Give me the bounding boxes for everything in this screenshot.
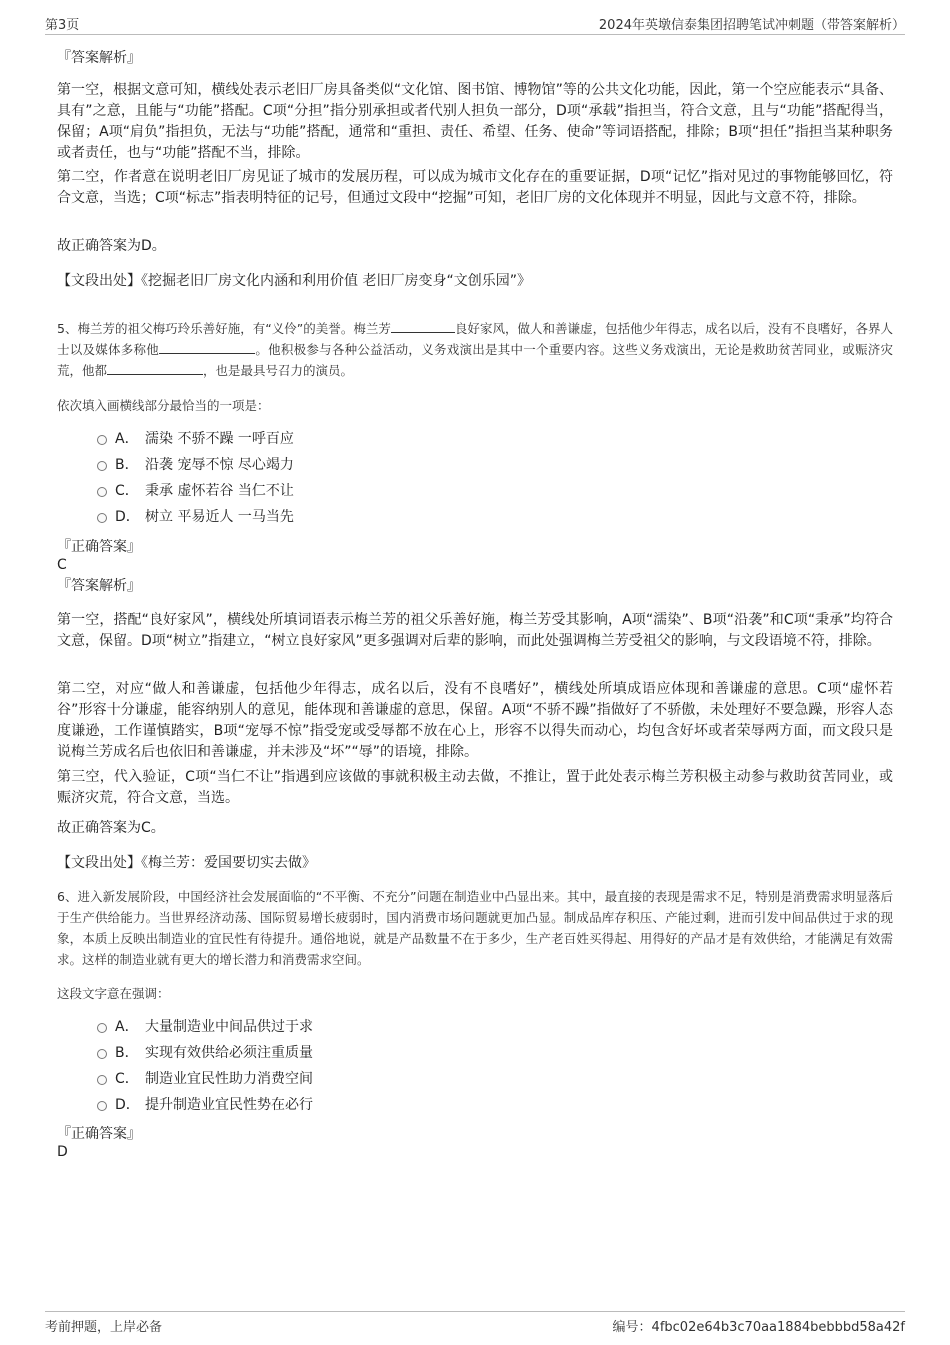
radio-icon[interactable]	[97, 513, 107, 523]
q5-stem-part-a: 5、梅兰芳的祖父梅巧玲乐善好施，有“义伶”的美誉。梅兰芳	[57, 321, 391, 336]
q5-stem	[57, 318, 893, 381]
radio-icon[interactable]	[97, 435, 107, 445]
q6-correct-answer: D	[57, 1144, 68, 1160]
footer-code	[613, 1316, 905, 1335]
radio-icon[interactable]	[97, 461, 107, 471]
document-title: 2024年英墩信泰集团招聘笔试冲刺题（带答案解析）	[598, 18, 905, 33]
q5-blank-1	[391, 319, 455, 333]
q5-stem-part-c: 。他积极参与各种公益活动，义务戏演出是其中一个重要内容。这些义务戏演出，无论是救助贫苦同业，或赈济灾荒，他都	[57, 342, 893, 378]
q5-conclusion: 故正确答案为C。	[57, 820, 165, 836]
radio-icon[interactable]	[97, 1075, 107, 1085]
q4-analysis-p2: 第二空，作者意在说明老旧厂房见证了城市的发展历程，可以成为城市文化存在的重要证据，D项“记忆”指对见过的事物能够回忆，符合文意，当选；C项“标志”指表明特征的记号，但通过文段中“挖掘”可知，老旧厂房的文化体现并不明显，因此与文意不符，排除。	[57, 169, 893, 206]
q5-analysis-p1: 第一空，搭配“良好家风”，横线处所填词语表示梅兰芳的祖父乐善好施，梅兰芳受其影响，A项“濡染”、B项“沿袭”和C项“秉承”均符合文意，保留。D项“树立”指建立，“树立良好家风”更多强调对后辈的影响，而此处强调梅兰芳受祖父的影响，与文段语境不符，排除。	[57, 612, 893, 649]
q4-analysis-p1: 第一空，根据文意可知，横线处表示老旧厂房具备类似“文化馆、图书馆、博物馆”等的公共文化功能，因此，第一个空应能表示“具备、具有”之意，且能与“功能”搭配。C项“分担”指分别承担或者代别人担负一部分，D项“承载”指担当，符合文意，且与“功能”搭配得当，保留；A项“肩负”指担负，无法与“功能”搭配，通常和“重担、责任、希望、任务、使命”等词语搭配，排除；B项“担任”指担当某种职务或者责任，也与“功能”搭配不当，排除。	[57, 82, 893, 161]
footer-code-value: 4fbc02e64b3c70aa1884bebbbd58a42f	[651, 1320, 905, 1335]
q5-blank-3	[107, 361, 203, 375]
page-footer	[45, 1311, 905, 1336]
q5-prompt: 依次填入画横线部分最恰当的一项是：	[57, 398, 270, 413]
radio-icon[interactable]	[97, 487, 107, 497]
q4-source: 【文段出处】《挖掘老旧厂房文化内涵和利用价值 老旧厂房变身“文创乐园”》	[57, 273, 531, 289]
q5-correct-label: 『正确答案』	[57, 539, 141, 555]
q6-prompt: 这段文字意在强调：	[57, 986, 170, 1001]
q5-blank-2	[159, 340, 255, 354]
page-header	[45, 12, 905, 35]
footer-code-label: 编号：	[612, 1320, 652, 1335]
q5-correct-answer: C	[57, 557, 67, 573]
page-number: 第3页	[45, 18, 80, 33]
q5-source: 【文段出处】《梅兰芳：爱国要切实去做》	[57, 855, 316, 871]
q5-analysis-label: 『答案解析』	[57, 578, 141, 594]
radio-icon[interactable]	[97, 1023, 107, 1033]
radio-icon[interactable]	[97, 1101, 107, 1111]
q6-correct-label: 『正确答案』	[57, 1126, 141, 1142]
q5-stem-part-d: ，也是最具号召力的演员。	[203, 363, 354, 378]
q4-conclusion: 故正确答案为D。	[57, 238, 166, 254]
radio-icon[interactable]	[97, 1049, 107, 1059]
q5-analysis-p2: 第二空，对应“做人和善谦虚，包括他少年得志，成名以后，没有不良嗜好”，横线处所填成语应体现和善谦虚的意思。C项“虚怀若谷”形容十分谦虚，能容纳别人的意见，能体现和善谦虚的意思，保留。A项“不骄不躁”指做好了不骄傲，未处理好不要急躁，形容人态度谦逊，工作谨慎踏实，B项“宠辱不惊”指受宠或受辱都不放在心上，形容不以得失而动心，均包含好坏或者荣辱两方面，而文段只是说梅兰芳成名后也依旧和善谦虚，并未涉及“坏”“辱”的语境，排除。	[57, 681, 893, 760]
q5-stem-part-b: 良好家风，做人和善谦虚，包括他少年得志，成名以后，没有不良嗜好，各界人士以及媒体多称他	[57, 321, 893, 357]
q5-analysis-p3: 第三空，代入验证，C项“当仁不让”指遇到应该做的事就积极主动去做，不推让，置于此处表示梅兰芳积极主动参与救助贫苦同业，或赈济灾荒，符合文意，当选。	[57, 769, 893, 806]
footer-slogan: 考前押题，上岸必备	[45, 1320, 163, 1335]
q6-stem: 6、进入新发展阶段，中国经济社会发展面临的“不平衡、不充分”问题在制造业中凸显出来。其中，最直接的表现是需求不足，特别是消费需求明显落后于生产供给能力。当世界经济动荡、国际贸易增长疲弱时，国内消费市场问题就更加凸显。制成品库存积压、产能过剩，进而引发中间品供过于求的现象，本质上反映出制造业的宜民性有待提升。通俗地说，就是产品数量不在于多少，生产老百姓买得起、用得好的产品才是有效供给，才能满足有效需求。这样的制造业就有更大的增长潜力和消费需求空间。	[57, 889, 893, 967]
q4-analysis-label: 『答案解析』	[57, 50, 141, 66]
